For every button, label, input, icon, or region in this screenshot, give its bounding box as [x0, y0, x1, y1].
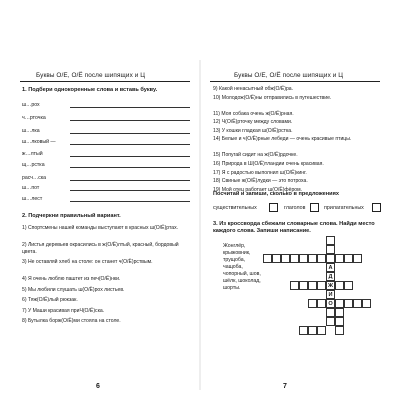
right-exercise-item: 10) Молодож(О/Ё)ны отправились в путешествие. — [213, 94, 332, 101]
task2-item: 8) Бутылка борж(О/Ё)ми стояла на столе. — [22, 318, 121, 324]
crossword-cell[interactable] — [299, 254, 308, 263]
crossword-cell[interactable] — [263, 254, 272, 263]
right-page-header: Буквы О/Е, О/Ё после шипящих и Ц — [234, 72, 344, 79]
crossword-cell[interactable] — [272, 254, 281, 263]
task2-item: 7) У Маши красивая приЧ(О/Ё)ска. — [22, 307, 105, 314]
crossword-letter-cell: Ж — [327, 283, 334, 289]
task1-answer-line[interactable] — [70, 190, 190, 191]
task1-item: щ…рстка — [22, 162, 45, 168]
crossword-cell[interactable] — [344, 254, 353, 263]
crossword-cell[interactable] — [335, 308, 344, 317]
crossword-cell[interactable] — [353, 254, 362, 263]
crossword-cell[interactable] — [353, 299, 362, 308]
count-box-nouns[interactable] — [269, 203, 278, 212]
task2-item: 5) Мы любили слушать ш(О/Ё)рох листьев. — [22, 286, 125, 293]
page-number-right: 7 — [283, 383, 287, 390]
right-exercise-item: 12) Ч(О/Ё)рточку между словами. — [213, 119, 293, 126]
right-exercise-item: 19) Мой отец работает ш(О/Ё)фёром. — [213, 186, 303, 193]
crossword-cell[interactable] — [344, 281, 353, 290]
right-exercise-item: 18) Свиные ж(О/Ё)лудки — это потроха. — [213, 178, 308, 185]
crossword-cell[interactable] — [317, 254, 326, 263]
task1-item: ж…лтый — [22, 151, 43, 157]
count-box-verbs[interactable] — [310, 203, 319, 212]
right-exercise-item: 11) Моя собака очень ж(О/Ё)рная. — [213, 110, 294, 117]
task1-answer-line[interactable] — [70, 180, 190, 181]
crossword-cell[interactable] — [326, 308, 335, 317]
task1-answer-line[interactable] — [70, 107, 190, 108]
crossword-cell[interactable] — [317, 281, 326, 290]
task1-answer-line[interactable] — [70, 167, 190, 168]
crossword-cell[interactable] — [362, 299, 371, 308]
task1-answer-line[interactable] — [70, 120, 190, 121]
crossword-cell[interactable] — [335, 326, 344, 335]
crossword-cell[interactable] — [335, 254, 344, 263]
count-label-verbs: глаголов — [284, 205, 306, 211]
task1-item: ш…лковый — — [22, 139, 56, 145]
crossword-cell[interactable] — [317, 299, 326, 308]
task3-heading: 3. Из кроссворда сбежали словарные слова. Найди место каждого слова. Запиши написание. — [213, 221, 375, 234]
task1-item: расч…ска — [22, 175, 47, 181]
crossword-cell[interactable] — [317, 326, 326, 335]
task1-item: ш…лест — [22, 196, 43, 202]
right-header-rule — [210, 81, 380, 82]
task2-item: 6) Тяж(О/Ё)лый рюкзак. — [22, 297, 78, 303]
crossword-cell[interactable] — [290, 281, 299, 290]
crossword-cell[interactable] — [308, 254, 317, 263]
crossword-cell[interactable] — [281, 254, 290, 263]
right-exercise-item: 13) У кошки гладкая ш(О/Ё)рстка. — [213, 127, 293, 134]
task1-item: ш…пот — [22, 185, 40, 191]
count-label-adjectives: прилагательных — [324, 205, 364, 211]
crossword-letter-cell: А — [326, 263, 335, 272]
crossword-cell[interactable] — [308, 326, 317, 335]
crossword-cell[interactable] — [299, 326, 308, 335]
crossword-cell[interactable] — [290, 254, 299, 263]
crossword-letter-cell: Д — [326, 272, 335, 281]
task2-item: 4) Я очень люблю паштет из печ(О/Ё)нки. — [22, 276, 121, 282]
crossword-cell[interactable] — [335, 317, 344, 326]
task2-item: 2) Листья деревьев окрасились в ж(О/Ё)лтый, красный, бордовый цвета. — [22, 242, 179, 256]
crossword-cell[interactable] — [326, 317, 335, 326]
crossword-cell[interactable] — [308, 299, 317, 308]
crossword-letter-cell: И — [326, 290, 335, 299]
crossword-word-list: Жонглёр, крыжовник, трущоба, чащоба, чопорный, шов, шёлк, шоколад, шорты. — [223, 243, 261, 291]
crossword-cell[interactable] — [335, 281, 344, 290]
crossword-cell[interactable] — [326, 245, 335, 254]
crossword-letter-cell: О — [326, 299, 335, 308]
crossword-cell[interactable] — [326, 236, 335, 245]
crossword-cell[interactable] — [344, 299, 353, 308]
page-number-left: 6 — [96, 383, 100, 390]
page-right — [200, 0, 400, 400]
left-header-rule — [20, 81, 190, 82]
task1-answer-line[interactable] — [70, 201, 190, 202]
task1-item: ч…рточка — [22, 115, 46, 121]
right-exercise-item: 15) Попугай сидит на ж(О/Ё)рдочке. — [213, 152, 298, 159]
task1-item: ш…рох — [22, 102, 40, 108]
task1-answer-line[interactable] — [70, 144, 190, 145]
right-exercise-item: 16) Природа в Ш(О/Ё)тландии очень красивая. — [213, 161, 324, 167]
right-exercise-item: 14) Белые и ч(О/Ё)рные лебеди — очень красивые птицы. — [213, 136, 352, 143]
right-exercise-item: 17) Я с радостью выполнил ш(О/Ё)кинг. — [213, 169, 307, 176]
task1-answer-line[interactable] — [70, 133, 190, 134]
crossword-cell[interactable] — [308, 281, 317, 290]
task1-answer-line[interactable] — [70, 156, 190, 157]
crossword-cell[interactable] — [335, 299, 344, 308]
left-page-header: Буквы О/Е, О/Ё после шипящих и Ц — [36, 72, 146, 79]
task1-heading: 1. Подбери однокоренные слова и вставь букву. — [22, 87, 158, 93]
task2-item: 3) Не оставляй хлеб на столе: он станет ч(О/Ё)рствым. — [22, 259, 153, 265]
crossword-cell[interactable] — [326, 254, 335, 263]
right-exercise-item: 9) Какой ненасытный обж(О/Ё)ра. — [213, 86, 294, 92]
count-task-heading: Посчитай и запиши, сколько в предложениях — [213, 191, 339, 197]
count-label-nouns: существительных — [213, 205, 257, 211]
task2-heading: 2. Подчеркни правильный вариант. — [22, 213, 121, 219]
task2-item: 1) Спортсмены нашей команды выступают в красных ш(О/Ё)ртах. — [22, 225, 179, 231]
count-box-adjectives[interactable] — [372, 203, 381, 212]
crossword-cell[interactable] — [299, 281, 308, 290]
task1-item: ш…лка — [22, 128, 40, 134]
